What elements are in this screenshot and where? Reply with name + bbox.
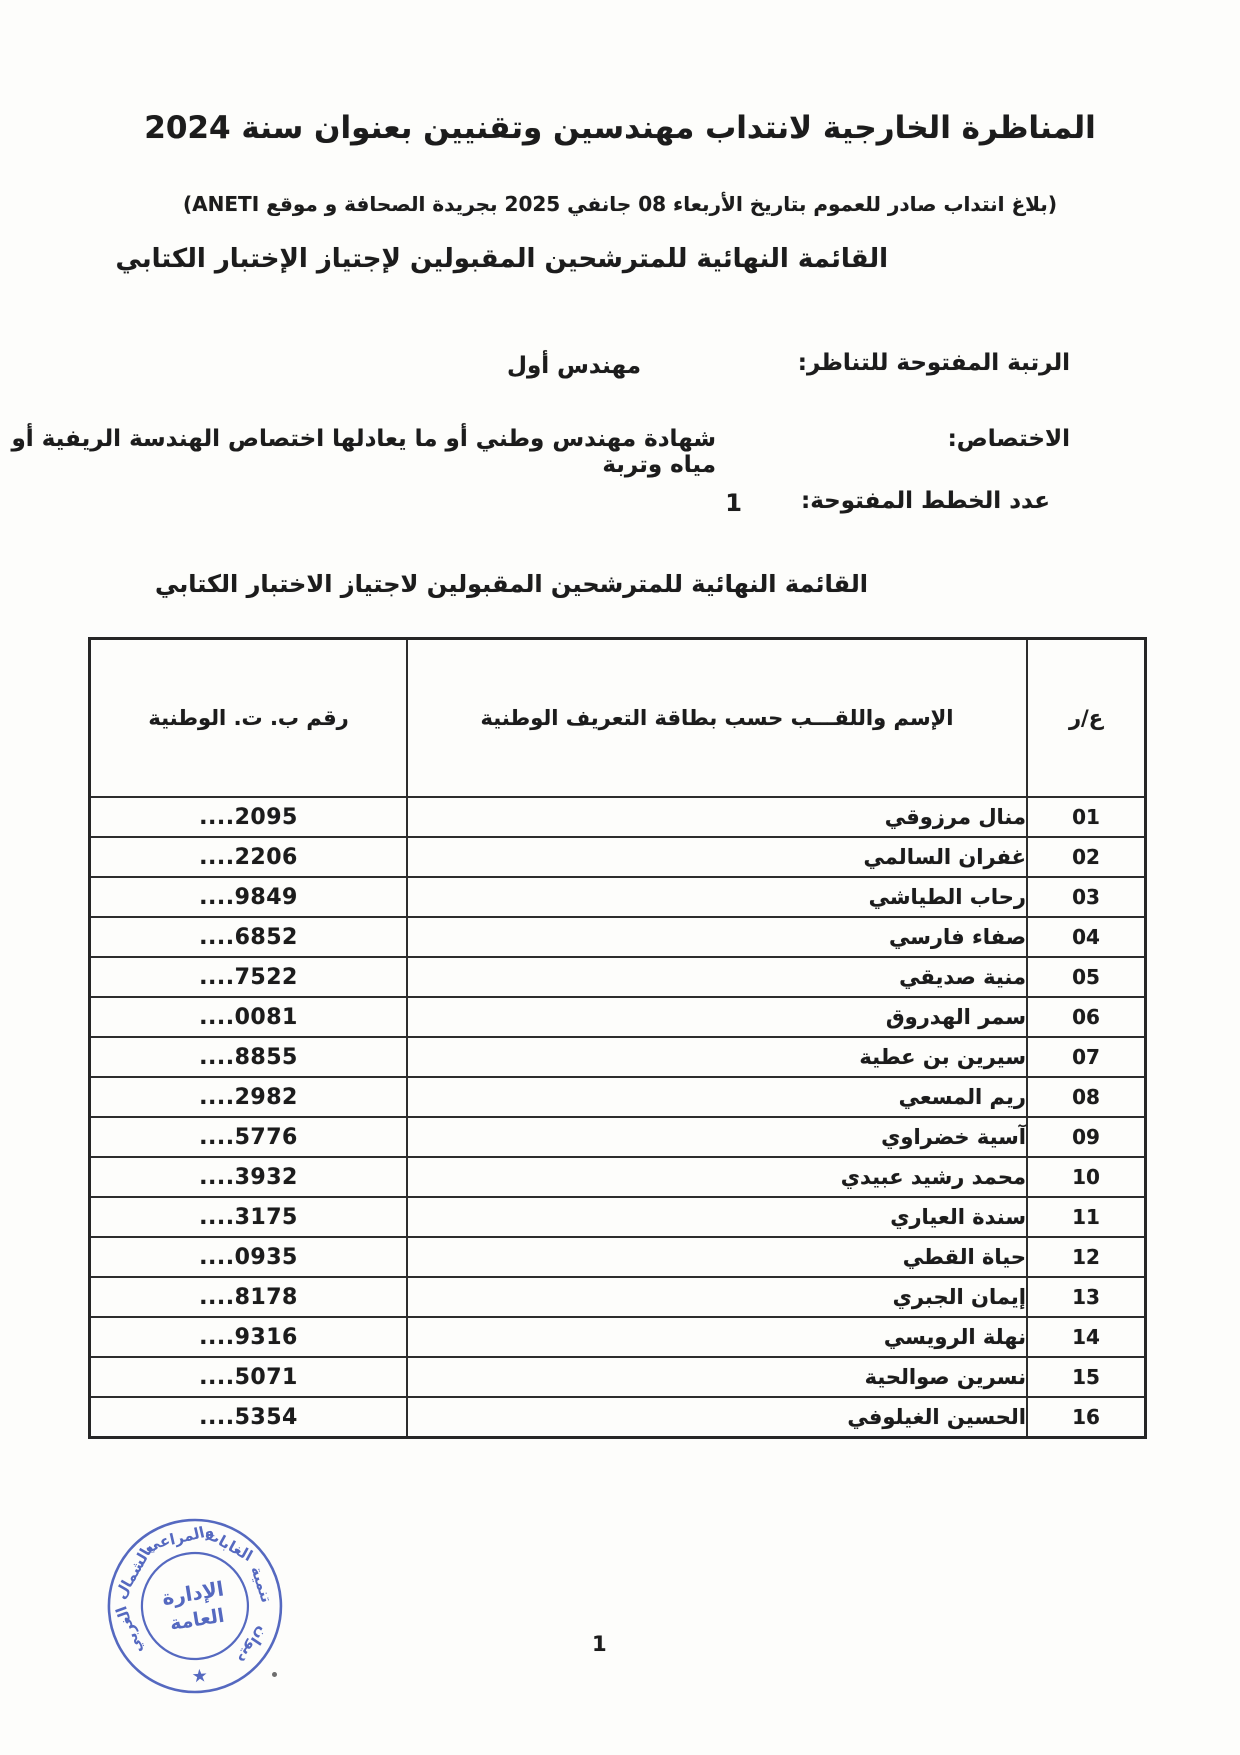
cell-id: ....2982 — [90, 1077, 408, 1117]
list-heading: القائمة النهائية للمترشحين المقبولين لإجتياز الإختبار الكتابي — [115, 244, 888, 274]
col-header-id: رقم ب. ت. الوطنية — [90, 639, 408, 798]
stamp-ring-text: ديوان — [234, 1623, 272, 1668]
cell-id: ....2206 — [90, 837, 408, 877]
cell-id: ....3175 — [90, 1197, 408, 1237]
cell-name: سيرين بن عطية — [407, 1037, 1027, 1077]
cell-name: إيمان الجبري — [407, 1277, 1027, 1317]
cell-index: 08 — [1027, 1077, 1146, 1117]
results-table-body — [90, 797, 1146, 1438]
stamp-inner-text: العامة — [168, 1604, 226, 1635]
cell-index: 16 — [1027, 1397, 1146, 1438]
cell-index: 07 — [1027, 1037, 1146, 1077]
field-label-specialty: الاختصاص: — [947, 426, 1070, 452]
cell-id: ....9316 — [90, 1317, 408, 1357]
cell-name: ريم المسعي — [407, 1077, 1027, 1117]
field-label-rank: الرتبة المفتوحة للتناظر: — [797, 350, 1070, 376]
cell-id: ....5776 — [90, 1117, 408, 1157]
cell-index: 05 — [1027, 957, 1146, 997]
cell-name: منال مرزوقي — [407, 797, 1027, 837]
cell-name: صفاء فارسي — [407, 917, 1027, 957]
cell-index: 13 — [1027, 1277, 1146, 1317]
table-row — [90, 1397, 1146, 1438]
table-row — [90, 877, 1146, 917]
cell-index: 03 — [1027, 877, 1146, 917]
table-row — [90, 917, 1146, 957]
page-number: 1 — [592, 1632, 607, 1656]
scan-speck — [272, 1672, 277, 1677]
cell-name: سمر الهدروق — [407, 997, 1027, 1037]
cell-name: حياة القطي — [407, 1237, 1027, 1277]
cell-index: 10 — [1027, 1157, 1146, 1197]
table-row — [90, 797, 1146, 837]
table-row — [90, 997, 1146, 1037]
table-row — [90, 1037, 1146, 1077]
stamp-ring-text: تنمية — [247, 1563, 276, 1605]
cell-index: 15 — [1027, 1357, 1146, 1397]
field-value-open-positions: 1 — [725, 489, 742, 517]
stamp-ring-text: الغابات — [202, 1524, 256, 1566]
cell-id: ....0935 — [90, 1237, 408, 1277]
cell-id: ....7522 — [90, 957, 408, 997]
cell-index: 14 — [1027, 1317, 1146, 1357]
cell-id: ....8855 — [90, 1037, 408, 1077]
results-table-title: القائمة النهائية للمترشحين المقبولين لاجتياز الاختبار الكتابي — [154, 570, 868, 598]
table-row — [90, 1077, 1146, 1117]
table-row — [90, 1277, 1146, 1317]
stamp-ring-text: بالشمال — [111, 1540, 158, 1602]
cell-id: ....2095 — [90, 797, 408, 837]
header-row — [90, 639, 1146, 798]
page-title: المناظرة الخارجية لانتداب مهندسين وتقنيين بعنوان سنة 2024 — [144, 110, 1096, 146]
field-value-rank: مهندس أول — [507, 353, 641, 379]
cell-index: 06 — [1027, 997, 1146, 1037]
stamp-inner-text: الإدارة — [160, 1576, 226, 1610]
table-row — [90, 1197, 1146, 1237]
cell-name: منية صديقي — [407, 957, 1027, 997]
cell-name: غفران السالمي — [407, 837, 1027, 877]
cell-index: 12 — [1027, 1237, 1146, 1277]
results-table — [88, 637, 1147, 1439]
cell-id: ....9849 — [90, 877, 408, 917]
cell-index: 09 — [1027, 1117, 1146, 1157]
cell-id: ....5354 — [90, 1397, 408, 1438]
table-row — [90, 1157, 1146, 1197]
cell-name: آسية خضراوي — [407, 1117, 1027, 1157]
star-icon: ★ — [191, 1665, 209, 1688]
cell-name: سندة العياري — [407, 1197, 1027, 1237]
table-row — [90, 1317, 1146, 1357]
cell-id: ....8178 — [90, 1277, 408, 1317]
cell-index: 01 — [1027, 797, 1146, 837]
official-stamp — [98, 1508, 293, 1706]
publication-note: (بلاغ انتداب صادر للعموم بتاريخ الأربعاء 08 جانفي 2025 بجريدة الصحافة و موقع ANETI) — [183, 192, 1057, 216]
col-header-name: الإسم واللقـــب حسب بطاقة التعريف الوطنية — [407, 639, 1027, 798]
col-header-index: ع/ر — [1027, 639, 1146, 798]
cell-name: رحاب الطياشي — [407, 877, 1027, 917]
cell-index: 02 — [1027, 837, 1146, 877]
cell-id: ....5071 — [90, 1357, 408, 1397]
cell-name: الحسين الغيلوفي — [407, 1397, 1027, 1438]
field-value-specialty: شهادة مهندس وطني أو ما يعادلها اختصاص الهندسة الريفية أو مياه وتربة — [11, 426, 716, 478]
cell-name: محمد رشيد عبيدي — [407, 1157, 1027, 1197]
table-row — [90, 1237, 1146, 1277]
cell-id: ....3932 — [90, 1157, 408, 1197]
field-label-open-positions: عدد الخطط المفتوحة: — [801, 488, 1050, 514]
table-row — [90, 837, 1146, 877]
stamp-ring-text: والمراعي — [143, 1521, 216, 1555]
table-row — [90, 1117, 1146, 1157]
cell-index: 11 — [1027, 1197, 1146, 1237]
cell-name: نسرين صوالحية — [407, 1357, 1027, 1397]
cell-id: ....0081 — [90, 997, 408, 1037]
cell-index: 04 — [1027, 917, 1146, 957]
results-table-header — [90, 639, 1146, 798]
cell-name: نهلة الرويسي — [407, 1317, 1027, 1357]
cell-id: ....6852 — [90, 917, 408, 957]
stamp-ring-text: الغربي — [112, 1603, 147, 1657]
table-row — [90, 957, 1146, 997]
table-row — [90, 1357, 1146, 1397]
stamp-circle — [138, 1549, 251, 1662]
